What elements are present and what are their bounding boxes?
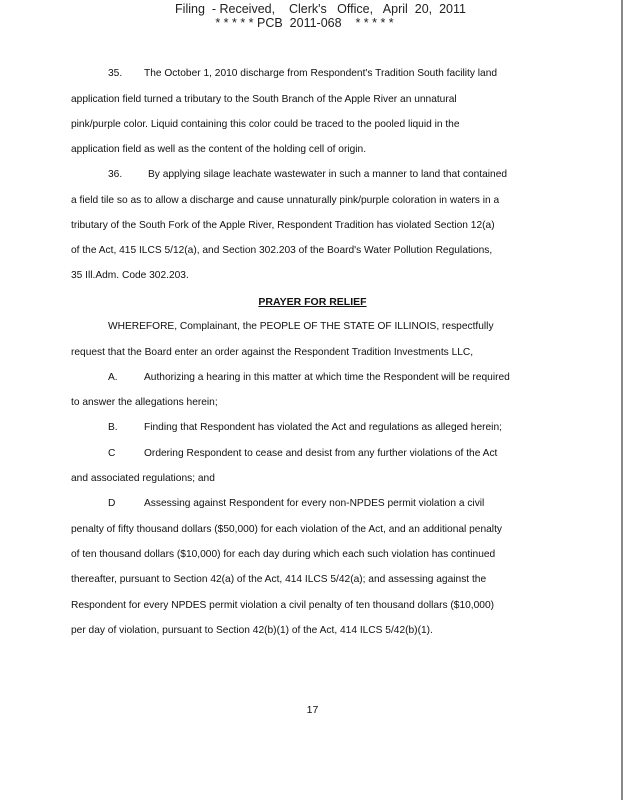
paragraph-36-number: 36. bbox=[108, 169, 123, 180]
item-c-line: and associated regulations; and bbox=[71, 473, 215, 484]
item-b-line: Finding that Respondent has violated the Act and regulations as alleged herein; bbox=[144, 422, 502, 433]
page-number: 17 bbox=[306, 704, 319, 716]
wherefore-line: WHEREFORE, Complainant, the PEOPLE OF THE STATE OF ILLINOIS, respectfully bbox=[108, 321, 494, 332]
filing-header-line2: * * * * * PCB 2011-068 * * * * * bbox=[215, 16, 394, 30]
item-d-label: D bbox=[108, 498, 116, 509]
paragraph-36-line: a field tile so as to allow a discharge and cause unnaturally pink/purple coloration in waters in a bbox=[71, 195, 500, 206]
prayer-for-relief-heading: PRAYER FOR RELIEF bbox=[258, 296, 367, 308]
page-edge-divider bbox=[621, 0, 623, 800]
paragraph-36-line: of the Act, 415 ILCS 5/12(a), and Section 302.203 of the Board's Water Pollution Regulations, bbox=[71, 245, 493, 256]
item-d-line: per day of violation, pursuant to Section 42(b)(1) of the Act, 414 ILCS 5/42(b)(1). bbox=[71, 625, 433, 636]
filing-header-line1: Filing - Received, Clerk's Office, April 20, 2011 bbox=[175, 2, 466, 16]
item-d-line: Assessing against Respondent for every non-NPDES permit violation a civil bbox=[144, 498, 485, 509]
item-a-label: A. bbox=[108, 372, 118, 383]
item-b-label: B. bbox=[108, 422, 118, 433]
item-d-line: of ten thousand dollars ($10,000) for each day during which each such violation has continued bbox=[71, 549, 496, 560]
paragraph-35-line: application field as well as the content of the holding cell of origin. bbox=[71, 144, 367, 155]
paragraph-35-number: 35. bbox=[108, 68, 123, 79]
item-a-line: Authorizing a hearing in this matter at which time the Respondent will be required bbox=[144, 372, 510, 383]
item-c-line: Ordering Respondent to cease and desist from any further violations of the Act bbox=[144, 448, 498, 459]
wherefore-line: request that the Board enter an order against the Respondent Tradition Investments LLC, bbox=[71, 347, 474, 358]
paragraph-35-line: The October 1, 2010 discharge from Respondent's Tradition South facility land bbox=[144, 68, 498, 79]
item-c-label: C bbox=[108, 448, 116, 459]
item-d-line: thereafter, pursuant to Section 42(a) of the Act, 414 ILCS 5/42(a); and assessing against the bbox=[71, 574, 487, 585]
paragraph-35-line: application field turned a tributary to the South Branch of the Apple River an unnatural bbox=[71, 94, 457, 105]
paragraph-36-line: tributary of the South Fork of the Apple River, Respondent Tradition has violated Section 12(a) bbox=[71, 220, 495, 231]
paragraph-36-line: 35 Ill.Adm. Code 302.203. bbox=[71, 270, 189, 281]
item-a-line: to answer the allegations herein; bbox=[71, 397, 218, 408]
paragraph-36-line: By applying silage leachate wastewater in such a manner to land that contained bbox=[148, 169, 508, 180]
item-d-line: Respondent for every NPDES permit violation a civil penalty of ten thousand dollars ($10,000) bbox=[71, 600, 495, 611]
item-d-line: penalty of fifty thousand dollars ($50,000) for each violation of the Act, and an additional penalty bbox=[71, 524, 502, 535]
paragraph-35-line: pink/purple color. Liquid containing this color could be traced to the pooled liquid in the bbox=[71, 119, 460, 130]
